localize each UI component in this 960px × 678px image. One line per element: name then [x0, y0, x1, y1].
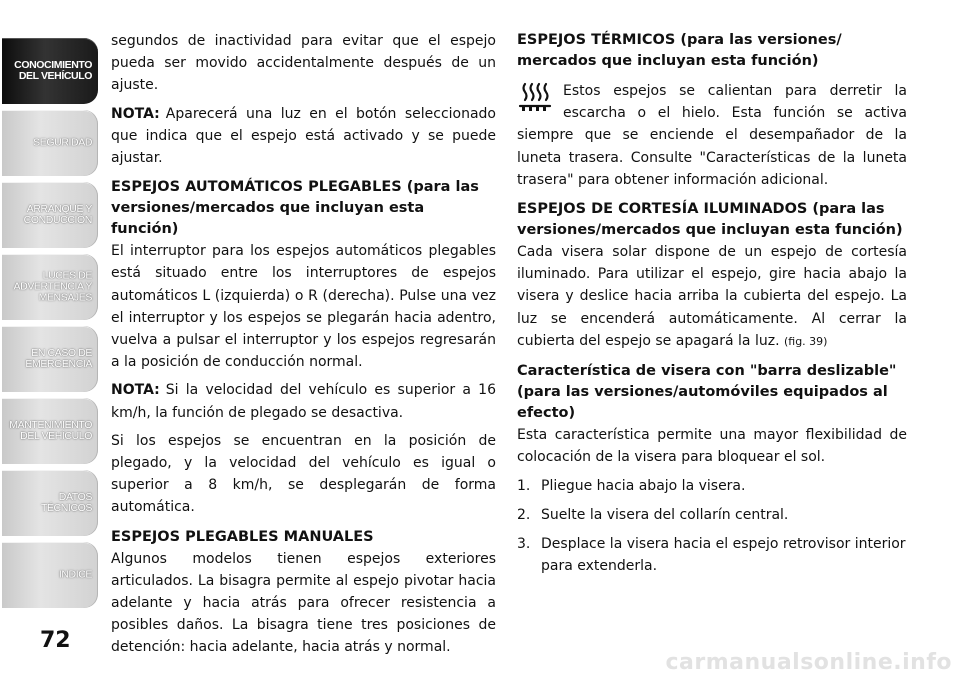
watermark: carmanualsonline.info — [665, 650, 952, 675]
tab-label: SEGURIDAD — [33, 136, 92, 149]
paragraph: segundos de inactividad para evitar que el espejo pueda ser movido accidentalmente después de un ajuste. — [111, 33, 496, 94]
step-text: Desplace la visera hacia el espejo retrovisor interior para extenderla. — [541, 536, 906, 575]
step-number: 3. — [517, 536, 531, 553]
note-label: NOTA: — [111, 382, 160, 399]
tab-label: DATOS TÉCNICOS — [40, 491, 92, 514]
heated-mirror-icon — [517, 82, 553, 112]
tab-arranque-y-conduccion[interactable] — [2, 182, 98, 248]
tab-label: INDICE — [58, 568, 92, 581]
section-heading: Característica de visera con "barra deslizable" (para las versiones/automóviles equipados al efecto) — [517, 363, 897, 422]
paragraph — [517, 241, 907, 353]
note — [111, 103, 496, 170]
tab-datos-tecnicos[interactable] — [2, 470, 98, 536]
tab-seguridad[interactable] — [2, 110, 98, 176]
tab-luces-de-advertencia[interactable] — [2, 254, 98, 320]
paragraph-text: Cada visera solar dispone de un espejo de cortesía iluminado. Para utilizar el espejo, gire hacia abajo la visera y deslice hacia arriba la cubierta del espejo. La luz se encenderá automáticamente. Al cerrar la cubierta del espejo se apagará la luz. — [517, 244, 907, 349]
step-number: 2. — [517, 507, 531, 524]
paragraph: Si los espejos se encuentran en la posición de plegado, y la velocidad del vehículo es igual o superior a 8 km/h, se desplegarán de forma automática. — [111, 432, 496, 516]
tab-label: ARRANQUE Y CONDUCCIÓN — [23, 203, 92, 226]
steps-list — [517, 475, 907, 577]
tab-label: EN CASO DE EMERGENCIA — [25, 347, 92, 370]
chapter-sidebar — [0, 0, 100, 678]
section-heading: ESPEJOS PLEGABLES MANUALES — [111, 528, 374, 545]
tab-en-caso-de-emergencia[interactable] — [2, 326, 98, 392]
note-text: Si la velocidad del vehículo es superior a 16 km/h, la función de plegado se desactiva. — [111, 382, 496, 421]
step-text: Suelte la visera del collarín central. — [541, 507, 789, 524]
paragraph: Algunos modelos tienen espejos exteriores articulados. La bisagra permite al espejo pivotar hacia adelante y hacia atrás para ofrecer resistencia a posibles daños. La bisagra tiene tres posiciones de detención: hacia adelante, hacia atrás y normal. — [111, 550, 496, 656]
section-heading: ESPEJOS TÉRMICOS (para las versiones/ mercados que incluyan esta función) — [517, 32, 842, 69]
section-heading: ESPEJOS DE CORTESÍA ILUMINADOS (para las versiones/mercados que incluyan esta función) — [517, 201, 903, 239]
note-text: Aparecerá una luz en el botón seleccionado que indica que el espejo está activado y se puede ajustar. — [111, 105, 496, 167]
section-heading: ESPEJOS AUTOMÁTICOS PLEGABLES (para las versiones/mercados que incluyan esta función) — [111, 179, 479, 238]
right-column — [517, 30, 907, 577]
heated-mirrors-block — [517, 80, 907, 191]
list-item — [517, 504, 907, 526]
left-column — [111, 30, 496, 659]
page-number: 72 — [40, 628, 71, 653]
paragraph: Estos espejos se calientan para derretir la escarcha o el hielo. Esta función se activa siempre que se enciende el desempañador de la luneta trasera. Consulte "Características de la luneta trasera" para obtener información adicional. — [517, 83, 907, 188]
note-label: NOTA: — [111, 105, 160, 122]
paragraph: El interruptor para los espejos automáticos plegables está situado entre los interruptores de espejos automáticos L (izquierda) o R (derecha). Pulse una vez el interruptor y los espejos se plegarán hacia adentro, vuelva a pulsar el interruptor y los espejos regresarán a la posición de conducción normal. — [111, 243, 496, 371]
tab-conocimiento-del-vehiculo[interactable] — [2, 38, 98, 104]
list-item — [517, 475, 907, 497]
tab-indice[interactable] — [2, 542, 98, 608]
note — [111, 379, 496, 423]
paragraph: Esta característica permite una mayor flexibilidad de colocación de la visera para bloquear el sol. — [517, 427, 907, 466]
tab-mantenimiento-del-vehiculo[interactable] — [2, 398, 98, 464]
tab-label: LUCES DE ADVERTENCIA Y MENSAJES — [13, 269, 92, 304]
step-text: Pliegue hacia abajo la visera. — [541, 478, 746, 495]
figure-reference[interactable]: (fig. 39) — [783, 334, 828, 348]
step-number: 1. — [517, 478, 531, 495]
tab-label: CONOCIMIENTO DEL VEHÍCULO — [14, 59, 92, 82]
tab-label: MANTENIMIENTO DEL VEHÍCULO — [9, 419, 92, 442]
list-item — [517, 533, 907, 577]
